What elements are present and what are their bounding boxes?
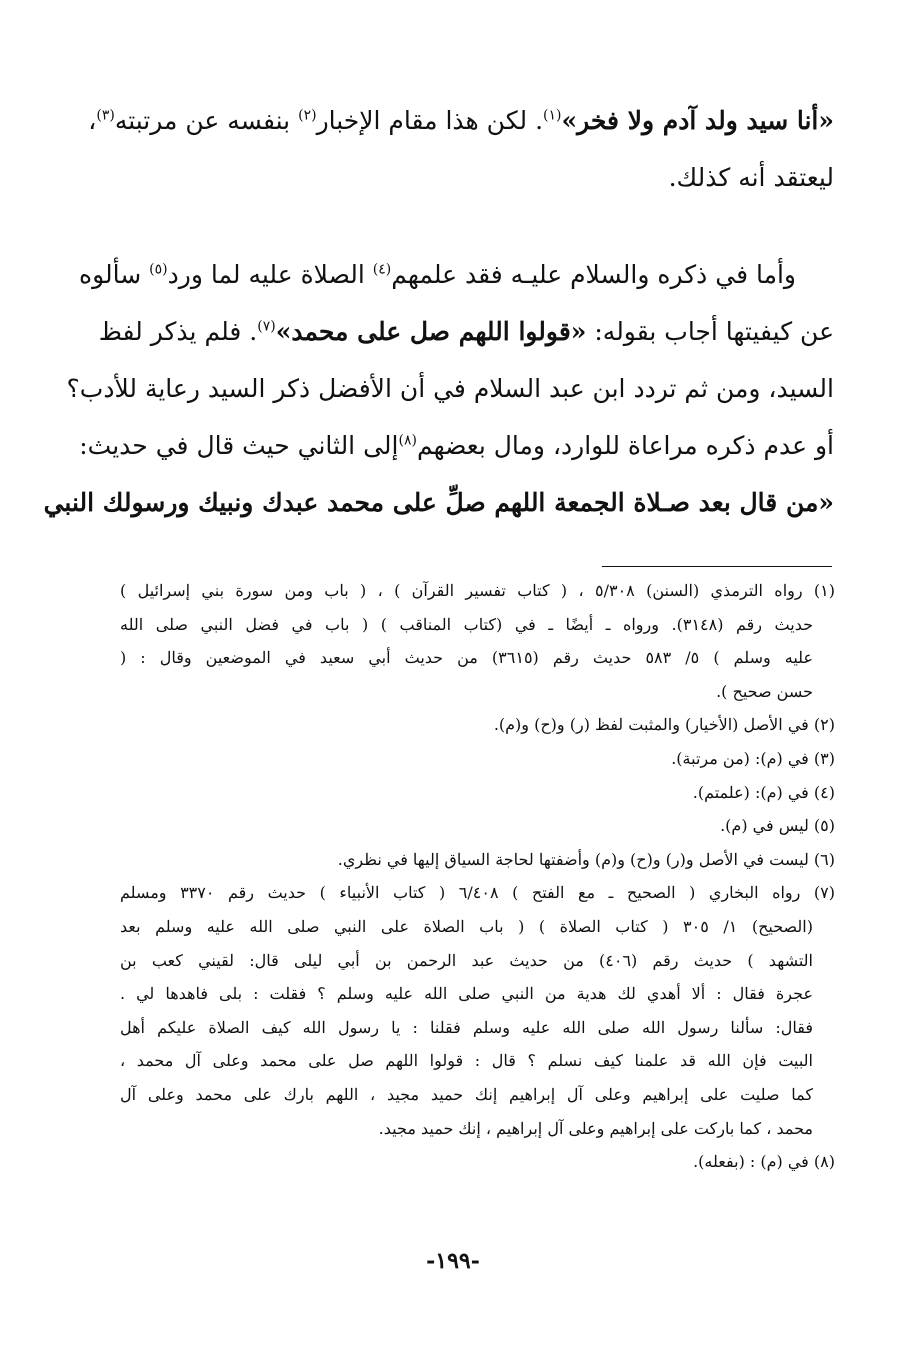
footnote-1-line-4: حسن صحيح ). [716, 681, 813, 701]
main-line-3 [79, 246, 834, 303]
footnote-7-line-7: كما صليت على إبراهيم وعلى آل إبراهيم إنك حميد مجيد ، اللهم بارك على محمد وعلى آل [120, 1084, 813, 1104]
footnote-6: (٦) ليست في الأصل و(ر) و(ح) و(م) وأضفتها لحاجة السياق إليها في نظري. [337, 849, 835, 869]
main-text-span: أو عدم ذكره مراعاة للوارد، ومال بعضهم [416, 431, 834, 460]
footnote-7-line-4: عجرة فقال : ألا أهدي لك هدية من النبي صلى الله عليه وسلم ؟ فقلت : بلى فاهدها لي . [120, 984, 813, 1004]
main-text-span: الصلاة عليه لما ورد [167, 260, 373, 289]
main-line-5 [66, 360, 834, 417]
hadith-quote: «أنا سيد ولد آدم ولا فخر» [561, 106, 834, 135]
main-text-span: . فلم يذكر لفظ [98, 317, 258, 346]
footnote-4: (٤) في (م): (علمتم). [692, 782, 835, 802]
main-text-span: وأما في ذكره والسلام عليـه فقد علمهم [391, 260, 796, 289]
main-text-span: بنفسه عن مرتبته [114, 106, 299, 135]
main-text-span: عن كيفيتها أجاب بقوله: [586, 317, 834, 346]
footnote-ref-1: (١) [543, 107, 562, 124]
footnote-7-line-5: فقال: سألنا رسول الله صلى الله عليه وسلم فقلنا : يا رسول الله كيف الصلاة عليكم أهل [120, 1017, 813, 1037]
footnote-ref-7: (٧) [257, 318, 276, 335]
main-line-4 [98, 303, 834, 360]
main-line-1 [88, 92, 834, 149]
footnote-5: (٥) ليس في (م). [720, 816, 835, 836]
page-number: -١٩٩- [426, 1248, 480, 1274]
main-line-7 [43, 474, 834, 531]
footnote-1-line-3: عليه وسلم ) ٥/ ٥٨٣ حديث رقم (٣٦١٥) من حديث أبي سعيد في الموضعين وقال : ( [120, 648, 813, 668]
footnote-7-line-2: (الصحيح) ١/ ٣٠٥ ( كتاب الصلاة ) ( باب الصلاة على النبي صلى الله عليه وسلم بعد [120, 916, 813, 936]
footnote-8: (٨) في (م) : (بفعله). [693, 1152, 835, 1172]
footnote-3: (٣) في (م): (من مرتبة). [671, 748, 835, 768]
main-text-span: سألوه [79, 260, 150, 289]
main-line-6 [79, 417, 834, 474]
main-text-span: ليعتقد أنه كذلك. [668, 163, 834, 192]
footnote-7-line-3: التشهد ) حديث رقم (٤٠٦) من حديث عبد الرحمن بن أبي ليلى قال: لقيني كعب بن [120, 950, 814, 970]
main-text-span: . لكن هذا مقام الإخبار [316, 106, 544, 135]
footnote-1-line-1: (١) رواه الترمذي (السنن) ٥/٣٠٨ ، ( كتاب تفسير القرآن ) ، ( باب ومن سورة بني إسرائيل ) [120, 581, 836, 600]
footnote-ref-2: (٢) [298, 107, 317, 124]
hadith-quote: «من قال بعد صـلاة الجمعة اللهم صلِّ على محمد عبدك ونبيك ورسولك النبي [43, 488, 834, 517]
hadith-quote: «قولوا اللهم صل على محمد» [275, 317, 587, 346]
main-text-span: إلى الثاني حيث قال في حديث: [79, 431, 399, 460]
main-text-span: السيد، ومن ثم تردد ابن عبد السلام في أن الأفضل ذكر السيد رعاية للأدب؟ [66, 374, 834, 403]
footnote-1-line-2: حديث رقم (٣١٤٨). ورواه ـ أيضًا ـ في (كتاب المناقب ) ( باب في فضل النبي صلى الله [120, 614, 814, 634]
footnote-ref-5: (٥) [149, 261, 168, 278]
main-text [43, 92, 834, 531]
footnote-7-line-1: (٧) رواه البخاري ( الصحيح ـ مع الفتح ) ٦/٤٠٨ ( كتاب الأنبياء ) حديث رقم ٣٣٧٠ ومسلم [120, 883, 835, 903]
footnotes [120, 574, 835, 1179]
footnote-7-line-6: البيت فإن الله قد علمنا كيف نسلم ؟ قال : قولوا اللهم صل على محمد وعلى آل محمد ، [120, 1051, 814, 1071]
footnote-ref-4: (٤) [372, 261, 392, 278]
footnote-ref-8: (٨) [398, 432, 417, 449]
main-text-span: ، [88, 106, 97, 135]
footnote-ref-3: (٣) [96, 107, 115, 124]
footnote-7-line-8: محمد ، كما باركت على إبراهيم وعلى آل إبراهيم ، إنك حميد مجيد. [378, 1118, 813, 1138]
footnote-separator [602, 566, 832, 567]
main-line-2 [120, 149, 834, 206]
footnote-2: (٢) في الأصل (الأخيار) والمثبت لفظ (ر) و(ح) و(م). [493, 715, 835, 735]
